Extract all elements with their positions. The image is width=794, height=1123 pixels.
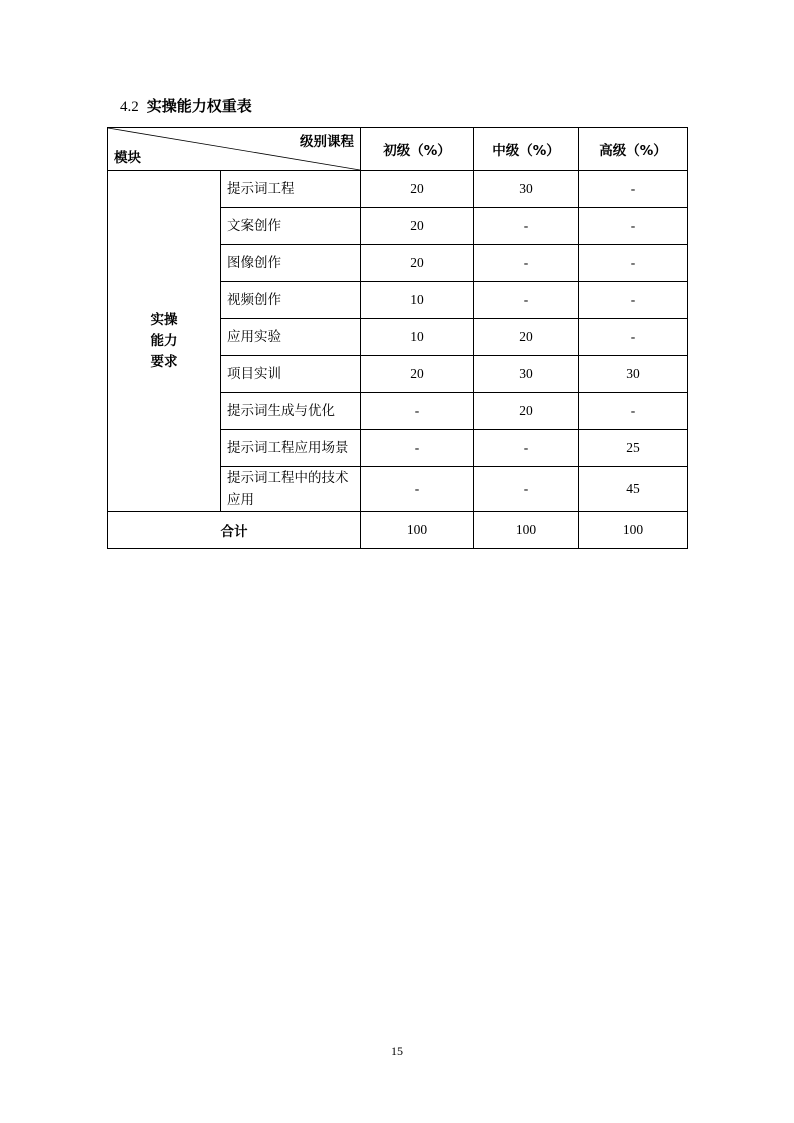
diagonal-header-cell xyxy=(108,128,361,171)
header-module: 模块 xyxy=(114,150,141,166)
total-row xyxy=(108,512,688,549)
intermediate-value: - xyxy=(474,467,579,512)
header-intermediate: 中级（%） xyxy=(474,128,579,171)
beginner-value: 10 xyxy=(361,282,474,319)
beginner-value: 20 xyxy=(361,245,474,282)
advanced-value: - xyxy=(579,245,688,282)
intermediate-value: 30 xyxy=(474,356,579,393)
total-intermediate: 100 xyxy=(474,512,579,549)
intermediate-value: 20 xyxy=(474,319,579,356)
course-cell: 文案创作 xyxy=(221,208,361,245)
weight-table xyxy=(107,127,688,549)
course-cell: 提示词工程应用场景 xyxy=(221,430,361,467)
beginner-value: 10 xyxy=(361,319,474,356)
section-heading xyxy=(120,96,252,117)
course-cell: 应用实验 xyxy=(221,319,361,356)
intermediate-value: - xyxy=(474,208,579,245)
header-beginner: 初级（%） xyxy=(361,128,474,171)
intermediate-value: - xyxy=(474,430,579,467)
intermediate-value: 30 xyxy=(474,171,579,208)
section-title: 实操能力权重表 xyxy=(146,97,252,115)
beginner-value: 20 xyxy=(361,208,474,245)
course-cell: 图像创作 xyxy=(221,245,361,282)
module-cell: 实操 能力 要求 xyxy=(108,171,221,512)
beginner-value: - xyxy=(361,393,474,430)
advanced-value: - xyxy=(579,208,688,245)
advanced-value: - xyxy=(579,282,688,319)
beginner-value: 20 xyxy=(361,356,474,393)
advanced-value: 25 xyxy=(579,430,688,467)
advanced-value: 30 xyxy=(579,356,688,393)
course-cell: 提示词工程 xyxy=(221,171,361,208)
course-cell: 提示词生成与优化 xyxy=(221,393,361,430)
total-beginner: 100 xyxy=(361,512,474,549)
section-number: 4.2 xyxy=(120,99,139,115)
advanced-value: - xyxy=(579,393,688,430)
header-level-course: 级别课程 xyxy=(300,134,354,150)
intermediate-value: - xyxy=(474,282,579,319)
advanced-value: - xyxy=(579,319,688,356)
total-label: 合计 xyxy=(108,512,361,549)
beginner-value: - xyxy=(361,430,474,467)
course-cell: 视频创作 xyxy=(221,282,361,319)
beginner-value: 20 xyxy=(361,171,474,208)
advanced-value: - xyxy=(579,171,688,208)
course-cell: 提示词工程中的技术应用 xyxy=(221,467,361,512)
total-advanced: 100 xyxy=(579,512,688,549)
course-cell: 项目实训 xyxy=(221,356,361,393)
advanced-value: 45 xyxy=(579,467,688,512)
table-header-row xyxy=(108,128,688,171)
beginner-value: - xyxy=(361,467,474,512)
intermediate-value: 20 xyxy=(474,393,579,430)
header-advanced: 高级（%） xyxy=(579,128,688,171)
table-row xyxy=(108,171,688,208)
page-number: 15 xyxy=(391,1044,403,1058)
intermediate-value: - xyxy=(474,245,579,282)
